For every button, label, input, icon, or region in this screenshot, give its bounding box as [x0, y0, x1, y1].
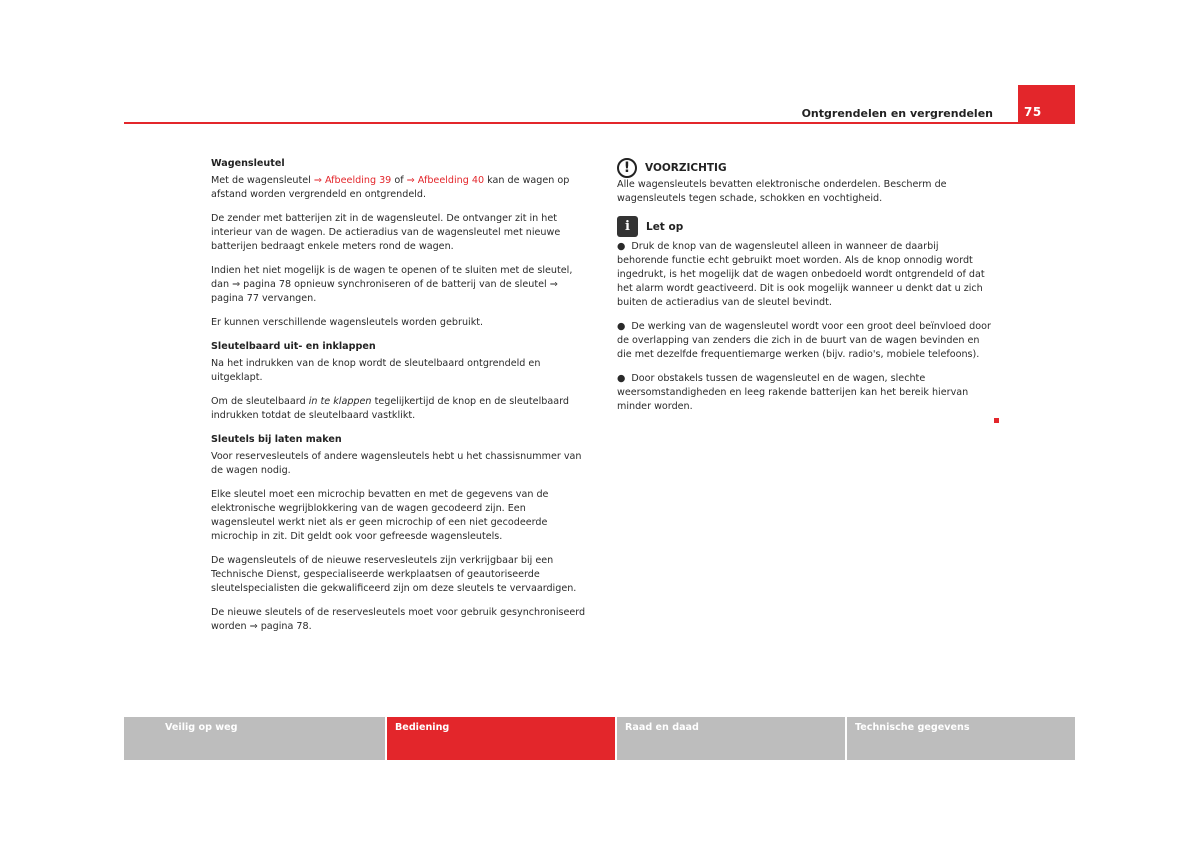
section-end-marker — [994, 418, 999, 423]
caution-title: VOORZICHTIG — [645, 162, 727, 174]
figure-link[interactable]: ⇒ Afbeelding 39 — [313, 175, 392, 186]
left-column — [211, 157, 586, 644]
note-title: Let op — [646, 220, 684, 233]
paragraph: De wagensleutels of de nieuwe reservesleutels zijn verkrijgbaar bij een Technische Dienst, gespecialiseerde werkplaatsen of geautoriseerde sleutelspecialisten die gekwalificeerd zijn om deze sleutels te vervaardigen. — [211, 555, 577, 594]
note-bullet — [617, 320, 992, 362]
text: Om de sleutelbaard — [211, 396, 309, 407]
paragraph — [211, 395, 586, 423]
heading-sleutelbaard: Sleutelbaard uit- en inklappen — [211, 341, 376, 352]
note-bullet — [617, 240, 992, 310]
tab-technische-gegevens[interactable]: Technische gegevens — [847, 717, 1075, 760]
bullet-icon: ● — [617, 241, 626, 252]
note-bullet — [617, 372, 992, 414]
paragraph: De nieuwe sleutels of de reservesleutels moet voor gebruik gesynchroniseerd worden ⇒ pagina 78. — [211, 607, 586, 632]
text: Druk de knop van de wagensleutel alleen in wanneer de daarbij behorende functie echt gebruikt moet worden. Als de knop onnodig wordt ingedrukt, is het mogelijk dat de wagen onbedoeld wordt ontgrendeld of dat het alarm wordt geactiveerd. Dit is ook mogelijk wanneer u denkt dat u zich buiten de actieradius van de sleutel bevindt. — [617, 241, 985, 308]
paragraph: Er kunnen verschillende wagensleutels worden gebruikt. — [211, 317, 484, 328]
text: Met de wagensleutel — [211, 175, 314, 186]
paragraph — [211, 174, 586, 202]
heading-sleutels-bij-laten-maken: Sleutels bij laten maken — [211, 434, 342, 445]
footer-nav — [124, 717, 1075, 760]
text: tegelijkertijd de knop en de sleutelbaard indrukken totdat de sleutelbaard vastklikt. — [211, 396, 569, 421]
tab-veilig-op-weg[interactable]: Veilig op weg — [124, 717, 385, 760]
bullet-icon: ● — [617, 373, 626, 384]
right-column — [617, 158, 992, 424]
info-icon: i — [617, 216, 638, 237]
paragraph: Voor reservesleutels of andere wagensleutels hebt u het chassisnummer van de wagen nodig. — [211, 451, 582, 476]
tab-raad-en-daad[interactable]: Raad en daad — [617, 717, 845, 760]
text: De werking van de wagensleutel wordt voor een groot deel beïnvloed door de overlapping van zenders die zich in de buurt van de wagen bevinden en die met dezelfde frequentiemarge werken (bijv. radio's, mobiele telefoons). — [617, 321, 991, 360]
header-divider — [124, 122, 1075, 124]
text: Door obstakels tussen de wagensleutel en de wagen, slechte weersomstandigheden en leeg rakende batterijen kan het bereik hiervan minder worden. — [617, 373, 969, 412]
paragraph: De zender met batterijen zit in de wagensleutel. De ontvanger zit in het interieur van de wagen. De actieradius van de wagensleutel met nieuwe batterijen bedraagt enkele meters rond de wagen. — [211, 213, 561, 252]
note-header — [617, 216, 992, 237]
text: of — [391, 175, 407, 186]
section-title: Ontgrendelen en vergrendelen — [801, 107, 993, 120]
warning-icon: ! — [617, 158, 637, 178]
figure-link[interactable]: ⇒ Afbeelding 40 — [406, 175, 485, 186]
heading-wagensleutel: Wagensleutel — [211, 158, 285, 169]
emphasis: in te klappen — [308, 396, 372, 407]
caution-text: Alle wagensleutels bevatten elektronische onderdelen. Bescherm de wagensleutels tegen schade, schokken en vochtigheid. — [617, 179, 947, 204]
bullet-icon: ● — [617, 321, 626, 332]
tab-bediening[interactable]: Bediening — [387, 717, 615, 760]
page-number: 75 — [1018, 85, 1075, 123]
text: kan de wagen op afstand worden vergrendeld en ontgrendeld. — [211, 175, 570, 200]
paragraph: Na het indrukken van de knop wordt de sleutelbaard ontgrendeld en uitgeklapt. — [211, 358, 541, 383]
caution-header — [617, 158, 992, 178]
paragraph: Indien het niet mogelijk is de wagen te openen of te sluiten met de sleutel, dan ⇒ pagina 78 opnieuw synchroniseren of de batterij van de sleutel ⇒ pagina 77 vervangen. — [211, 265, 573, 304]
paragraph: Elke sleutel moet een microchip bevatten en met de gegevens van de elektronische wegrijblokkering van de wagen gecodeerd zijn. Een wagensleutel werkt niet als er geen microchip of een niet gecodeerde microchip in zit. Dit geldt ook voor gefreesde wagensleutels. — [211, 489, 549, 542]
